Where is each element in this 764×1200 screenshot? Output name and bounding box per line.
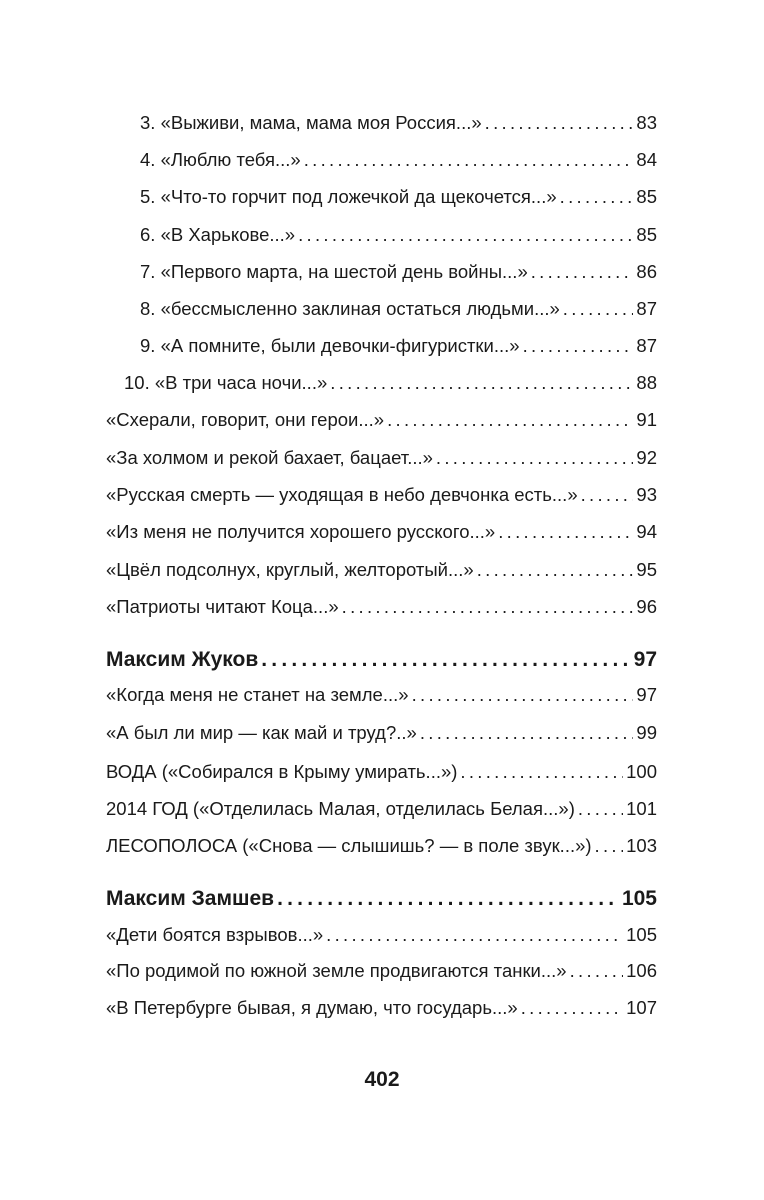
toc-entry-title: «Когда меня не станет на земле...» (106, 684, 409, 705)
toc-entry-page: 86 (636, 261, 657, 282)
toc-leader-dots (595, 831, 624, 861)
toc-entry-title: «Схерали, говорит, они герои...» (106, 409, 385, 430)
toc-entry-page: 106 (626, 960, 657, 981)
toc-entry-page: 103 (626, 835, 657, 856)
toc-entry (106, 757, 657, 787)
toc-entry-title: «Дети боятся взрывов...» (106, 924, 324, 945)
toc-entry-title: 8. «бессмысленно заклиная остаться людьми...» (140, 298, 560, 319)
toc-author-page: 105 (621, 887, 657, 910)
toc-entry (140, 294, 657, 324)
toc-entry (140, 331, 657, 361)
toc-leader-dots (412, 680, 634, 710)
toc-entry-page: 100 (626, 761, 657, 782)
toc-author-name: Максим Замшев (106, 887, 275, 910)
toc-entry-page: 84 (636, 149, 657, 170)
toc-leader-dots (436, 443, 634, 473)
toc-leader-dots (485, 108, 634, 138)
toc-entry-page: 91 (636, 409, 657, 430)
toc-entry-page: 85 (636, 224, 657, 245)
toc-entry-page: 107 (626, 997, 657, 1018)
toc-leader-dots (563, 294, 634, 324)
toc-entry (140, 257, 657, 287)
toc-leader-dots (304, 145, 634, 175)
toc-leader-dots (298, 220, 633, 250)
toc-entry (106, 592, 657, 622)
toc-entry-page: 87 (636, 335, 657, 356)
toc-entry (106, 517, 657, 547)
toc-entry (140, 145, 657, 175)
toc-entry-title: 10. «В три часа ночи...» (124, 372, 328, 393)
toc-leader-dots (460, 757, 623, 787)
toc-entry (140, 220, 657, 250)
toc-entry-page: 96 (636, 596, 657, 617)
toc-leader-dots (498, 517, 633, 547)
toc-leader-dots (342, 592, 634, 622)
toc-entry-page: 99 (636, 722, 657, 743)
toc-entry (106, 993, 657, 1023)
toc-author-heading (106, 645, 657, 675)
toc-entry-title: 3. «Выживи, мама, мама моя Россия...» (140, 112, 482, 133)
toc-entry-title: 2014 ГОД («Отделилась Малая, отделилась Белая...») (106, 798, 575, 819)
toc-entry-title: ЛЕСОПОЛОСА («Снова — слышишь? — в поле звук...») (106, 835, 592, 856)
toc-leader-dots (477, 555, 634, 585)
toc-entry-page: 85 (636, 186, 657, 207)
toc-entry-title: 7. «Первого марта, на шестой день войны...» (140, 261, 528, 282)
toc-entry-title: «Из меня не получится хорошего русского...» (106, 521, 496, 542)
toc-entry (106, 555, 657, 585)
toc-leader-dots (521, 993, 623, 1023)
toc-leader-dots (326, 920, 623, 950)
toc-entry (106, 405, 657, 435)
toc-entry-page: 95 (636, 559, 657, 580)
toc-leader-dots (570, 956, 624, 986)
toc-author-heading (106, 884, 657, 914)
toc-leader-dots (578, 794, 623, 824)
toc-leader-dots (277, 884, 619, 914)
toc-entry (124, 368, 657, 398)
toc-entry-page: 97 (636, 684, 657, 705)
toc-entry-title: «Русская смерть — уходящая в небо девчонка есть...» (106, 484, 578, 505)
toc-entry (106, 920, 657, 950)
toc-entry-page: 88 (636, 372, 657, 393)
toc-leader-dots (560, 182, 634, 212)
toc-entry-title: «Патриоты читают Коца...» (106, 596, 339, 617)
toc-entry-page: 94 (636, 521, 657, 542)
toc-entry (106, 443, 657, 473)
toc-entry-title: «За холмом и рекой бахает, бацает...» (106, 447, 433, 468)
toc-entry-title: 6. «В Харькове...» (140, 224, 296, 245)
toc-leader-dots (581, 480, 634, 510)
toc-entry-title: «В Петербурге бывая, я думаю, что государь...» (106, 997, 518, 1018)
toc-entry-page: 83 (636, 112, 657, 133)
toc-entry (106, 718, 657, 748)
toc-entry (106, 794, 657, 824)
toc-entry-title: «А был ли мир — как май и труд?..» (106, 722, 417, 743)
toc-entry-page: 87 (636, 298, 657, 319)
toc-entry-title: 5. «Что-то горчит под ложечкой да щекочется...» (140, 186, 557, 207)
toc-entry-page: 101 (626, 798, 657, 819)
toc-author-name: Максим Жуков (106, 648, 259, 671)
toc-entry (140, 182, 657, 212)
toc-leader-dots (420, 718, 634, 748)
toc-entry-title: «Цвёл подсолнух, круглый, желторотый...» (106, 559, 474, 580)
toc-entry-title: 9. «А помните, были девочки-фигуристки...» (140, 335, 520, 356)
toc-leader-dots (261, 645, 630, 675)
toc-entry (106, 831, 657, 861)
toc-entry-page: 93 (636, 484, 657, 505)
toc-author-page: 97 (633, 648, 657, 671)
toc-leader-dots (531, 257, 634, 287)
page-number: 402 (364, 1068, 400, 1091)
toc-entry (106, 956, 657, 986)
toc-entry-title: ВОДА («Собирался в Крыму умирать...») (106, 761, 458, 782)
toc-entry-title: «По родимой по южной земле продвигаются танки...» (106, 960, 567, 981)
toc-entry (106, 480, 657, 510)
toc-entry-page: 92 (636, 447, 657, 468)
toc-entry (106, 680, 657, 710)
toc-entry-page: 105 (626, 924, 657, 945)
toc-entry-title: 4. «Люблю тебя...» (140, 149, 301, 170)
toc-leader-dots (387, 405, 633, 435)
toc-entry (140, 108, 657, 138)
toc-leader-dots (523, 331, 634, 361)
toc-leader-dots (330, 368, 633, 398)
